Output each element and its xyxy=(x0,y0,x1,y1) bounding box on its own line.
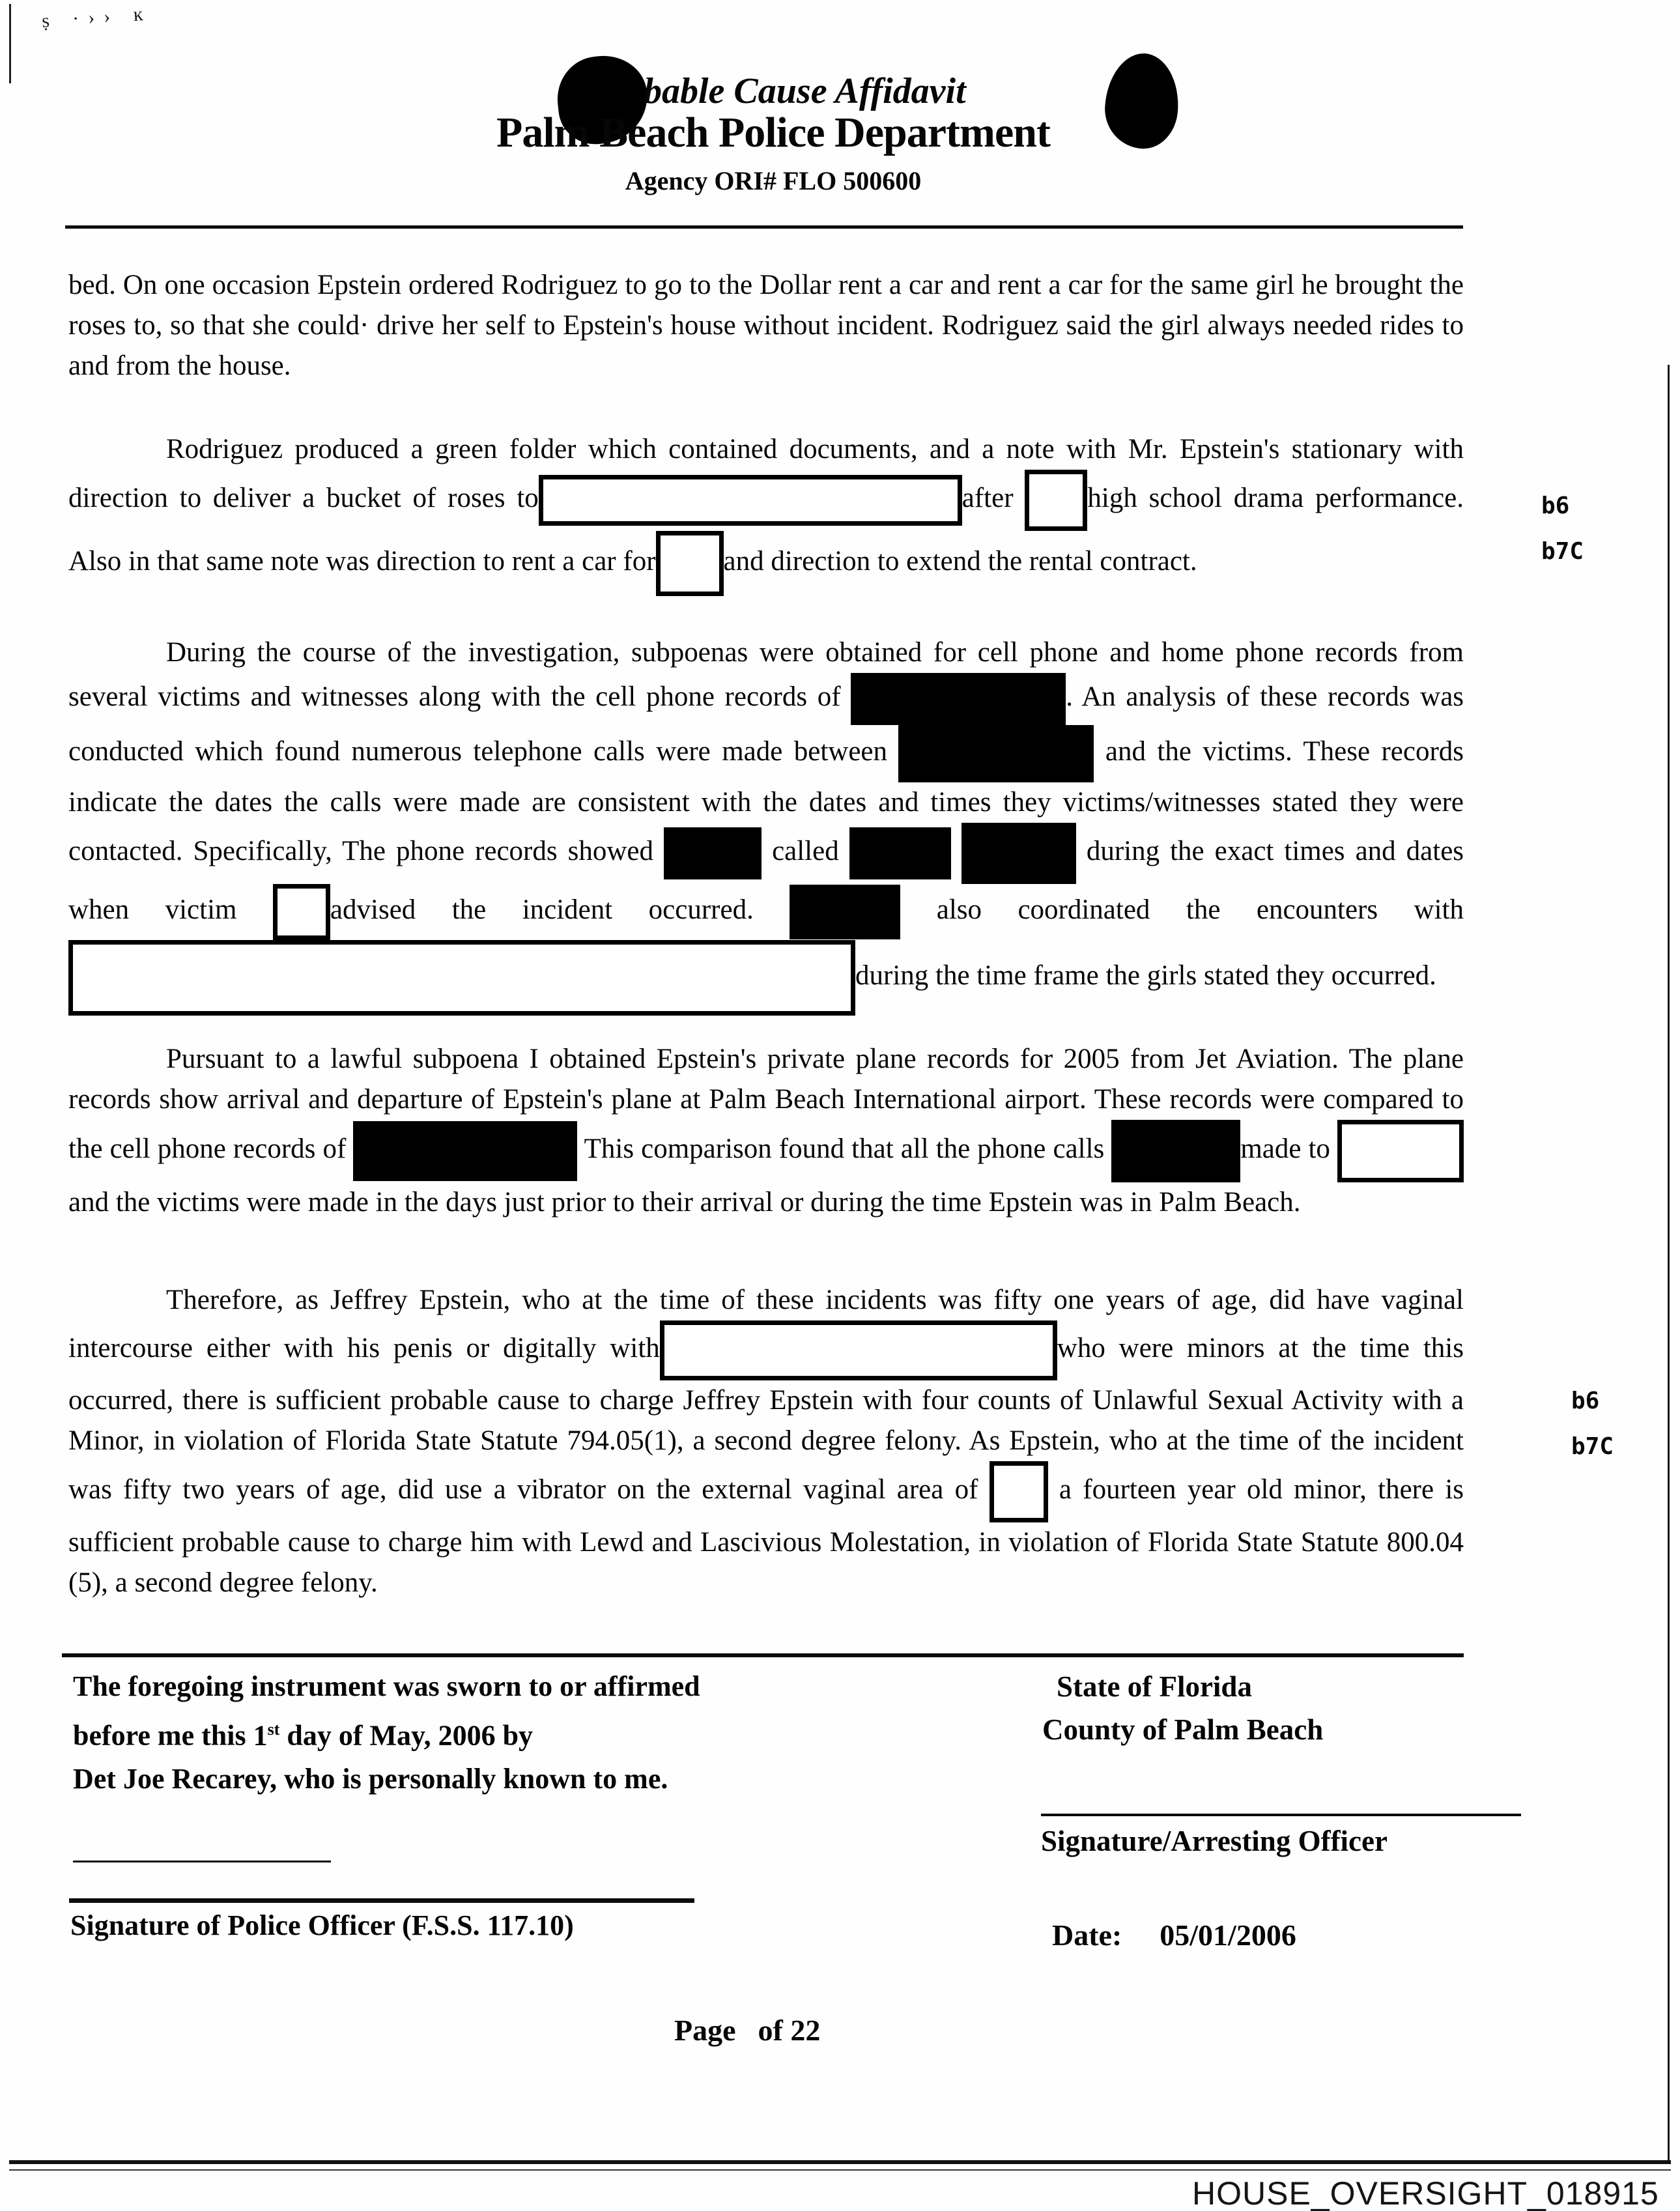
exemption-b6: b6 xyxy=(1571,1388,1600,1414)
redaction-box-white xyxy=(273,884,330,940)
department-name: Palm Beach Police Department xyxy=(496,109,1050,156)
text-run: bed. On one occasion Epstein ordered Rodriguez to go to the Dollar rent a car and rent a car for the same girl he brought the roses to, so that she could· drive her self to Epstein's house without incident. Rodriguez said the girl always needed rides to and from the house. xyxy=(68,270,1464,381)
sworn-section-divider xyxy=(62,1653,1464,1657)
text-run: and the victims were made in the days just prior to their arrival or during the time Epstein was in Palm Beach. xyxy=(68,1187,1301,1218)
redaction-black xyxy=(353,1121,577,1181)
text-run: and the victims. These records indicate the dates the calls were made are consistent with the dates and times they victims/witnesses stated they were contacted. Specifically, The phone records showed xyxy=(68,735,1464,866)
affidavit-paragraph-1 xyxy=(68,265,1464,386)
redaction-box-white xyxy=(656,531,724,596)
redaction-black xyxy=(849,827,951,879)
redaction-black xyxy=(898,725,1094,782)
text-run: day of May, 2006 by xyxy=(279,1719,534,1752)
scan-corner-marks: ṣ ·›› ĸ xyxy=(41,3,153,32)
scan-bottom-edge-line-thin xyxy=(9,2169,1671,2171)
redaction-box-white xyxy=(1337,1120,1464,1182)
redaction-box-white-large xyxy=(68,940,855,1016)
police-officer-label: Signature of Police Officer (F.S.S. 117.10) xyxy=(70,1909,574,1941)
agency-ori-line: Agency ORI# FLO 500600 xyxy=(625,166,922,195)
police-officer-signature-line xyxy=(69,1898,694,1903)
redaction-box-white xyxy=(539,475,962,526)
signature-line-fragment xyxy=(73,1861,331,1862)
affidavit-paragraph-4 xyxy=(68,1039,1464,1223)
text-run: also coordinated the encounters with xyxy=(936,894,1464,925)
redaction-box-white xyxy=(660,1320,1057,1380)
sworn-line-2 xyxy=(73,1708,700,1758)
state-label: State of Florida xyxy=(1057,1670,1252,1703)
text-run: made to xyxy=(1240,1133,1330,1164)
date-row xyxy=(1052,1918,1296,1952)
exemption-b7c: b7C xyxy=(1541,538,1584,565)
page-word: Page xyxy=(674,2014,736,2047)
affidavit-paragraph-2 xyxy=(68,429,1464,596)
text-run: During the course of the investigation, subpoenas were obtained for cell phone and home phone records from several victims and witnesses along with the cell phone records of xyxy=(68,637,1464,712)
affidavit-paragraph-3 xyxy=(68,633,1464,1016)
ordinal-superscript: st xyxy=(267,1720,280,1739)
redaction-black xyxy=(851,673,1066,725)
text-run: This comparison found that all the phone calls xyxy=(584,1133,1105,1164)
county-label: County of Palm Beach xyxy=(1042,1713,1324,1746)
redaction-black xyxy=(790,885,900,939)
arresting-officer-label: Signature/Arresting Officer xyxy=(1041,1825,1388,1857)
arresting-officer-signature-line xyxy=(1041,1814,1521,1816)
text-run: advised the incident occurred. xyxy=(330,894,754,925)
text-run: called xyxy=(772,835,839,866)
scan-bottom-edge-line xyxy=(9,2160,1671,2164)
text-run: during the time frame the girls stated they occurred. xyxy=(855,960,1436,991)
foia-exemption-note-top xyxy=(1541,483,1584,575)
page-total: of 22 xyxy=(758,2014,821,2047)
text-run: who were minors at the time this occurred, there is sufficient probable cause to charge Jeffrey Epstein with four counts of Unlawful Sexual Activity with a Minor, in violation of Florida State Statute 794.05(1), a second degree felony. As Epstein, who at the time of the incident was fifty two years of age, did use a vibrator on the external vaginal area of xyxy=(68,1332,1464,1505)
affidavit-paragraph-5 xyxy=(68,1280,1464,1603)
text-run: . An analysis of these records was conducted which found numerous telephone calls were made between xyxy=(68,681,1464,767)
sworn-line-1: The foregoing instrument was sworn to or affirmed xyxy=(73,1670,700,1702)
redaction-box-white xyxy=(1025,470,1087,531)
text-run: Rodriguez produced a green folder which contained documents, and a note with Mr. Epstein's stationary with direction to deliver a bucket of roses to xyxy=(68,434,1464,513)
text-run: high school drama performance. Also in that same note was direction to rent a car for xyxy=(68,482,1464,577)
document-title: bable Cause Affidavit xyxy=(644,71,966,111)
text-run: and direction to extend the rental contract. xyxy=(723,545,1197,577)
text-run: a fourteen year old minor, there is sufficient probable cause to charge him with Lewd and Lascivious Molestation, in violation of Florida State Statute 800.04 (5), a second degree felony. xyxy=(68,1474,1464,1598)
text-run: after xyxy=(961,482,1014,513)
page-number-line xyxy=(674,2013,820,2047)
jurisdiction-block xyxy=(1042,1665,1323,1751)
exemption-b7c: b7C xyxy=(1571,1433,1614,1460)
date-value: 05/01/2006 xyxy=(1160,1919,1296,1952)
scan-right-edge-line xyxy=(1668,365,1670,2163)
bates-number: HOUSE_OVERSIGHT_018915 xyxy=(1192,2175,1659,2211)
redaction-box-white xyxy=(989,1461,1048,1522)
text-run: Pursuant to a lawful subpoena I obtained Epstein's private plane records for 2005 from Jet Aviation. The plane records show arrival and departure of Epstein's plane at Palm Beach International airport. These records were compared to the cell phone records of xyxy=(68,1044,1464,1164)
text-run: before me this 1 xyxy=(73,1719,268,1752)
exemption-b6: b6 xyxy=(1541,492,1570,519)
header-divider-line xyxy=(65,225,1463,229)
sworn-statement xyxy=(73,1665,700,1801)
text-run: Therefore, as Jeffrey Epstein, who at the time of these incidents was fifty one years of age, did have vaginal intercourse either with his penis or digitally with xyxy=(68,1285,1464,1363)
redaction-black xyxy=(664,827,762,879)
redaction-black xyxy=(961,823,1076,884)
text-run: during the exact times and dates when victim xyxy=(68,835,1464,925)
redaction-black xyxy=(1111,1120,1240,1182)
foia-exemption-note-bottom xyxy=(1571,1378,1614,1470)
date-label: Date: xyxy=(1052,1919,1122,1952)
scan-left-edge-mark xyxy=(9,4,11,83)
sworn-line-3: Det Joe Recarey, who is personally known to me. xyxy=(73,1762,668,1795)
